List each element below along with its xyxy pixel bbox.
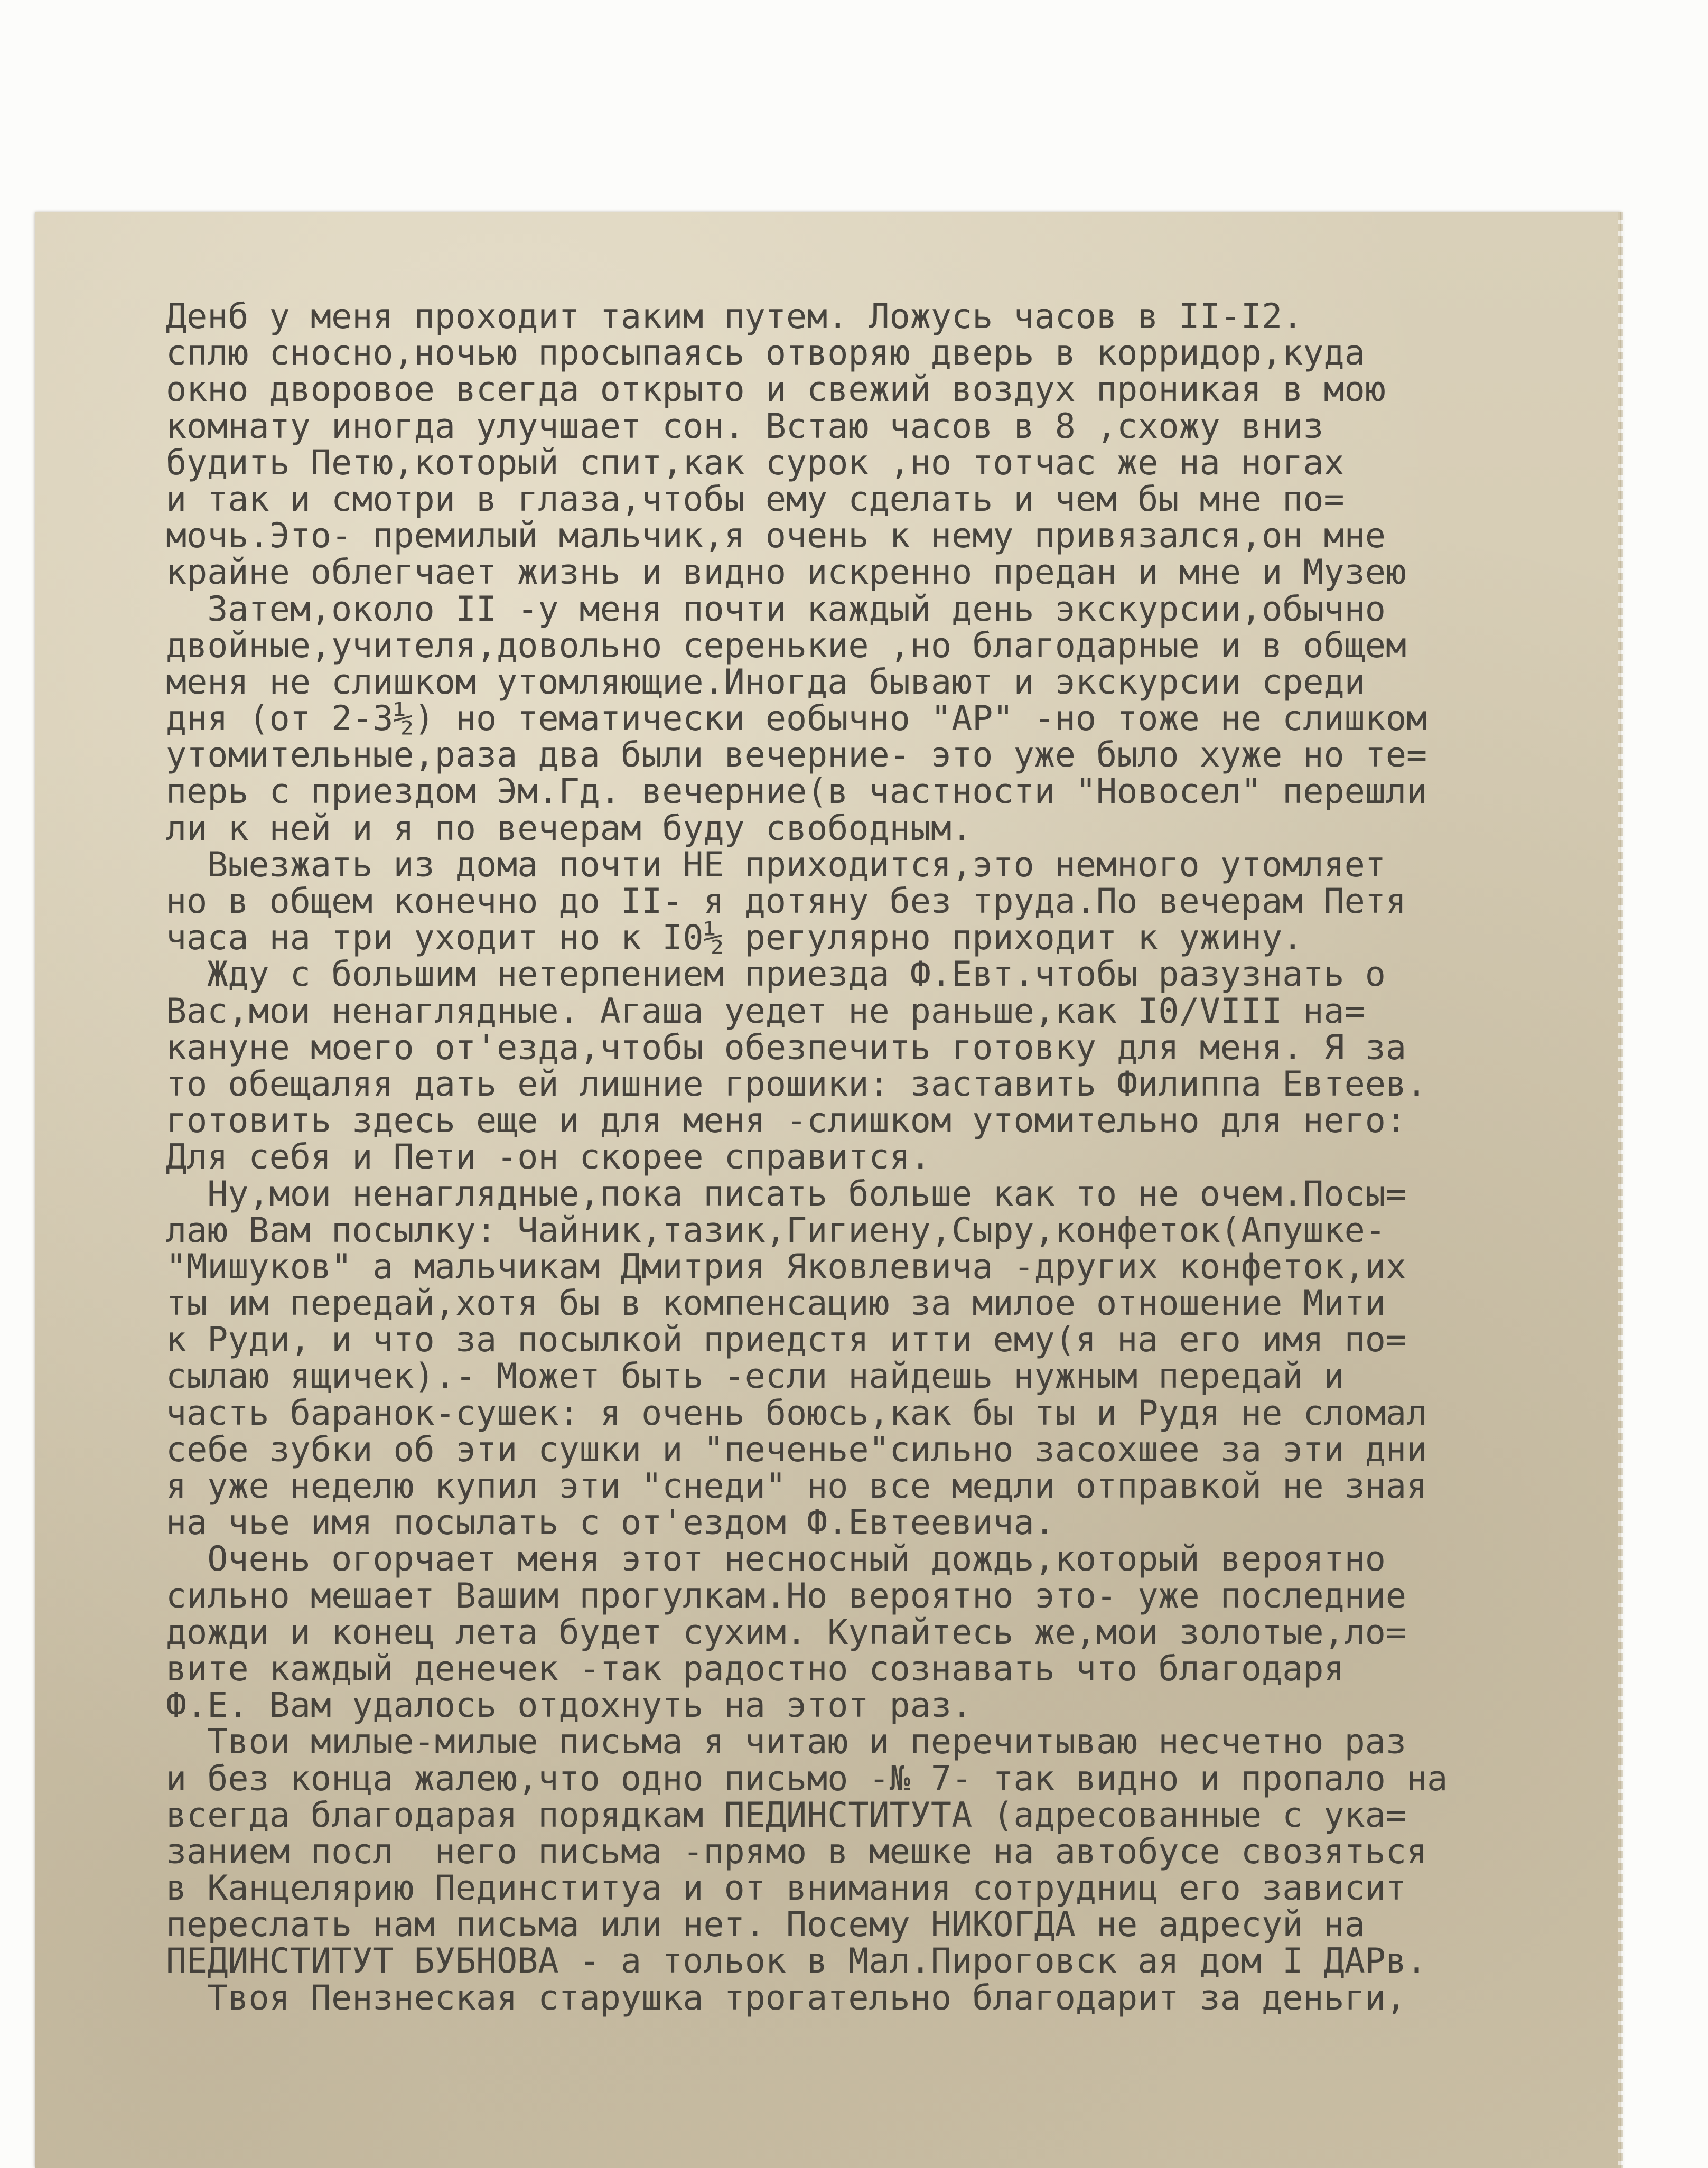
letter-line: я уже неделю купил эти "снеди" но все медли отправкой не зная bbox=[166, 1466, 1427, 1506]
letter-line: Твои милые-милые письма я читаю и перечитываю несчетно раз bbox=[166, 1722, 1406, 1762]
letter-line: двойные,учителя,довольно серенькие ,но благодарные и в общем bbox=[166, 625, 1406, 666]
letter-line: дня (от 2-3½) но тематически еобычно "АР" -но тоже не слишком bbox=[166, 699, 1427, 739]
letter-line: Очень огорчает меня этот несносный дождь,который вероятно bbox=[166, 1539, 1386, 1580]
letter-line: дожди и конец лета будет сухим. Купайтесь же,мои золотые,ло= bbox=[166, 1612, 1406, 1652]
letter-line: утомительные,раза два были вечерние- это уже было хуже но те= bbox=[166, 735, 1427, 775]
letter-line: мочь.Это- премилый мальчик,я очень к нему привязался,он мне bbox=[166, 516, 1386, 556]
letter-line: Затем,около II -у меня почти каждый день экскурсии,обычно bbox=[166, 589, 1386, 629]
letter-line: занием посл него письма -прямо в мешке на автобусе свозяться bbox=[166, 1831, 1427, 1872]
letter-line: окно дворовое всегда открыто и свежий воздух проникая в мою bbox=[166, 370, 1386, 410]
letter-line: на чье имя посылать с от'ездом Ф.Евтеевича. bbox=[166, 1503, 1055, 1543]
letter-line: и без конца жалею,что одно письмо -№ 7- так видно и пропало на bbox=[166, 1759, 1448, 1799]
letter-line: Ну,мои ненаглядные,пока писать больше как то не очем.Посы= bbox=[166, 1174, 1406, 1214]
letter-line: себе зубки об эти сушки и "печенье"сильно засохшее за эти дни bbox=[166, 1429, 1427, 1470]
letter-line: Для себя и Пети -он скорее справится. bbox=[166, 1137, 931, 1178]
letter-line: Денб у меня проходит таким путем. Ложусь часов в II-I2. bbox=[166, 298, 1303, 337]
letter-line: и так и смотри в глаза,чтобы ему сделать и чем бы мне по= bbox=[166, 479, 1345, 519]
letter-line: меня не слишком утомляющие.Иногда бывают и экскурсии среди bbox=[166, 662, 1365, 702]
letter-line: готовить здесь еще и для меня -слишком утомительно для него: bbox=[166, 1101, 1406, 1141]
letter-line: Вас,мои ненаглядные. Агаша уедет не раньше,как I0/VIII на= bbox=[166, 991, 1365, 1031]
letter-line: Выезжать из дома почти НЕ приходится,это немного утомляет bbox=[166, 845, 1386, 885]
letter-line: кануне моего от'езда,чтобы обезпечить готовку для меня. Я за bbox=[166, 1027, 1406, 1068]
letter-line: крайне облегчает жизнь и видно искренно предан и мне и Музею bbox=[166, 553, 1406, 593]
letter-line: ПЕДИНСТИТУТ БУБНОВА - а тольок в Мал.Пироговск ая дом I ДАРв. bbox=[166, 1941, 1427, 1982]
letter-line: вите каждый денечек -так радостно сознавать что благодаря bbox=[166, 1649, 1345, 1689]
letter-line: "Мишуков" а мальчикам Дмитрия Яковлевича -других конфеток,их bbox=[166, 1247, 1406, 1287]
letter-line: Жду с большим нетерпением приезда Ф.Евт.чтобы разузнать о bbox=[166, 955, 1386, 995]
letter-line: ли к ней и я по вечерам буду свободным. bbox=[166, 808, 973, 848]
letter-line: часть баранок-сушек: я очень боюсь,как бы ты и Рудя не сломал bbox=[166, 1393, 1427, 1433]
letter-line: будить Петю,который спит,как сурок ,но тотчас же на ногах bbox=[166, 443, 1345, 483]
letter-line: сильно мешает Вашим прогулкам.Но вероятно это- уже последние bbox=[166, 1576, 1406, 1616]
letter-line: но в общем конечно до II- я дотяну без труда.По вечерам Петя bbox=[166, 882, 1406, 921]
typewritten-letter bbox=[166, 298, 1640, 2126]
letter-line: комнату иногда улучшает сон. Встаю часов в 8 ,схожу вниз bbox=[166, 406, 1324, 446]
letter-line: Ф.Е. Вам удалось отдохнуть на этот раз. bbox=[166, 1686, 973, 1726]
letter-line: Твоя Пензнеская старушка трогательно благодарит за деньги, bbox=[166, 1978, 1406, 2018]
letter-line: ты им передай,хотя бы в компенсацию за милое отношение Мити bbox=[166, 1284, 1386, 1324]
letter-line: лаю Вам посылку: Чайник,тазик,Гигиену,Сыру,конфеток(Апушке- bbox=[166, 1210, 1386, 1250]
letter-line: всегда благодарая порядкам ПЕДИНСТИТУТА (адресованные с ука= bbox=[166, 1795, 1406, 1835]
letter-line: к Руди, и что за посылкой приедстя итти ему(я на его имя по= bbox=[166, 1320, 1406, 1360]
letter-line: сплю сносно,ночью просыпаясь отворяю дверь в корридор,куда bbox=[166, 333, 1365, 373]
letter-line: то обещаляя дать ей лишние грошики: заставить Филиппа Евтеев. bbox=[166, 1064, 1427, 1104]
letter-line: в Канцелярию Пединституа и от внимания сотрудниц его зависит bbox=[166, 1868, 1406, 1909]
letter-line: перь с приездом Эм.Гд. вечерние(в частности "Новосел" перешли bbox=[166, 772, 1427, 812]
letter-line: сылаю ящичек).- Может быть -если найдешь нужным передай и bbox=[166, 1357, 1345, 1397]
letter-line: часа на три уходит но к I0½ регулярно приходит к ужину. bbox=[166, 918, 1303, 958]
letter-line: переслать нам письма или нет. Посему НИКОГДА не адресуй на bbox=[166, 1905, 1365, 1945]
